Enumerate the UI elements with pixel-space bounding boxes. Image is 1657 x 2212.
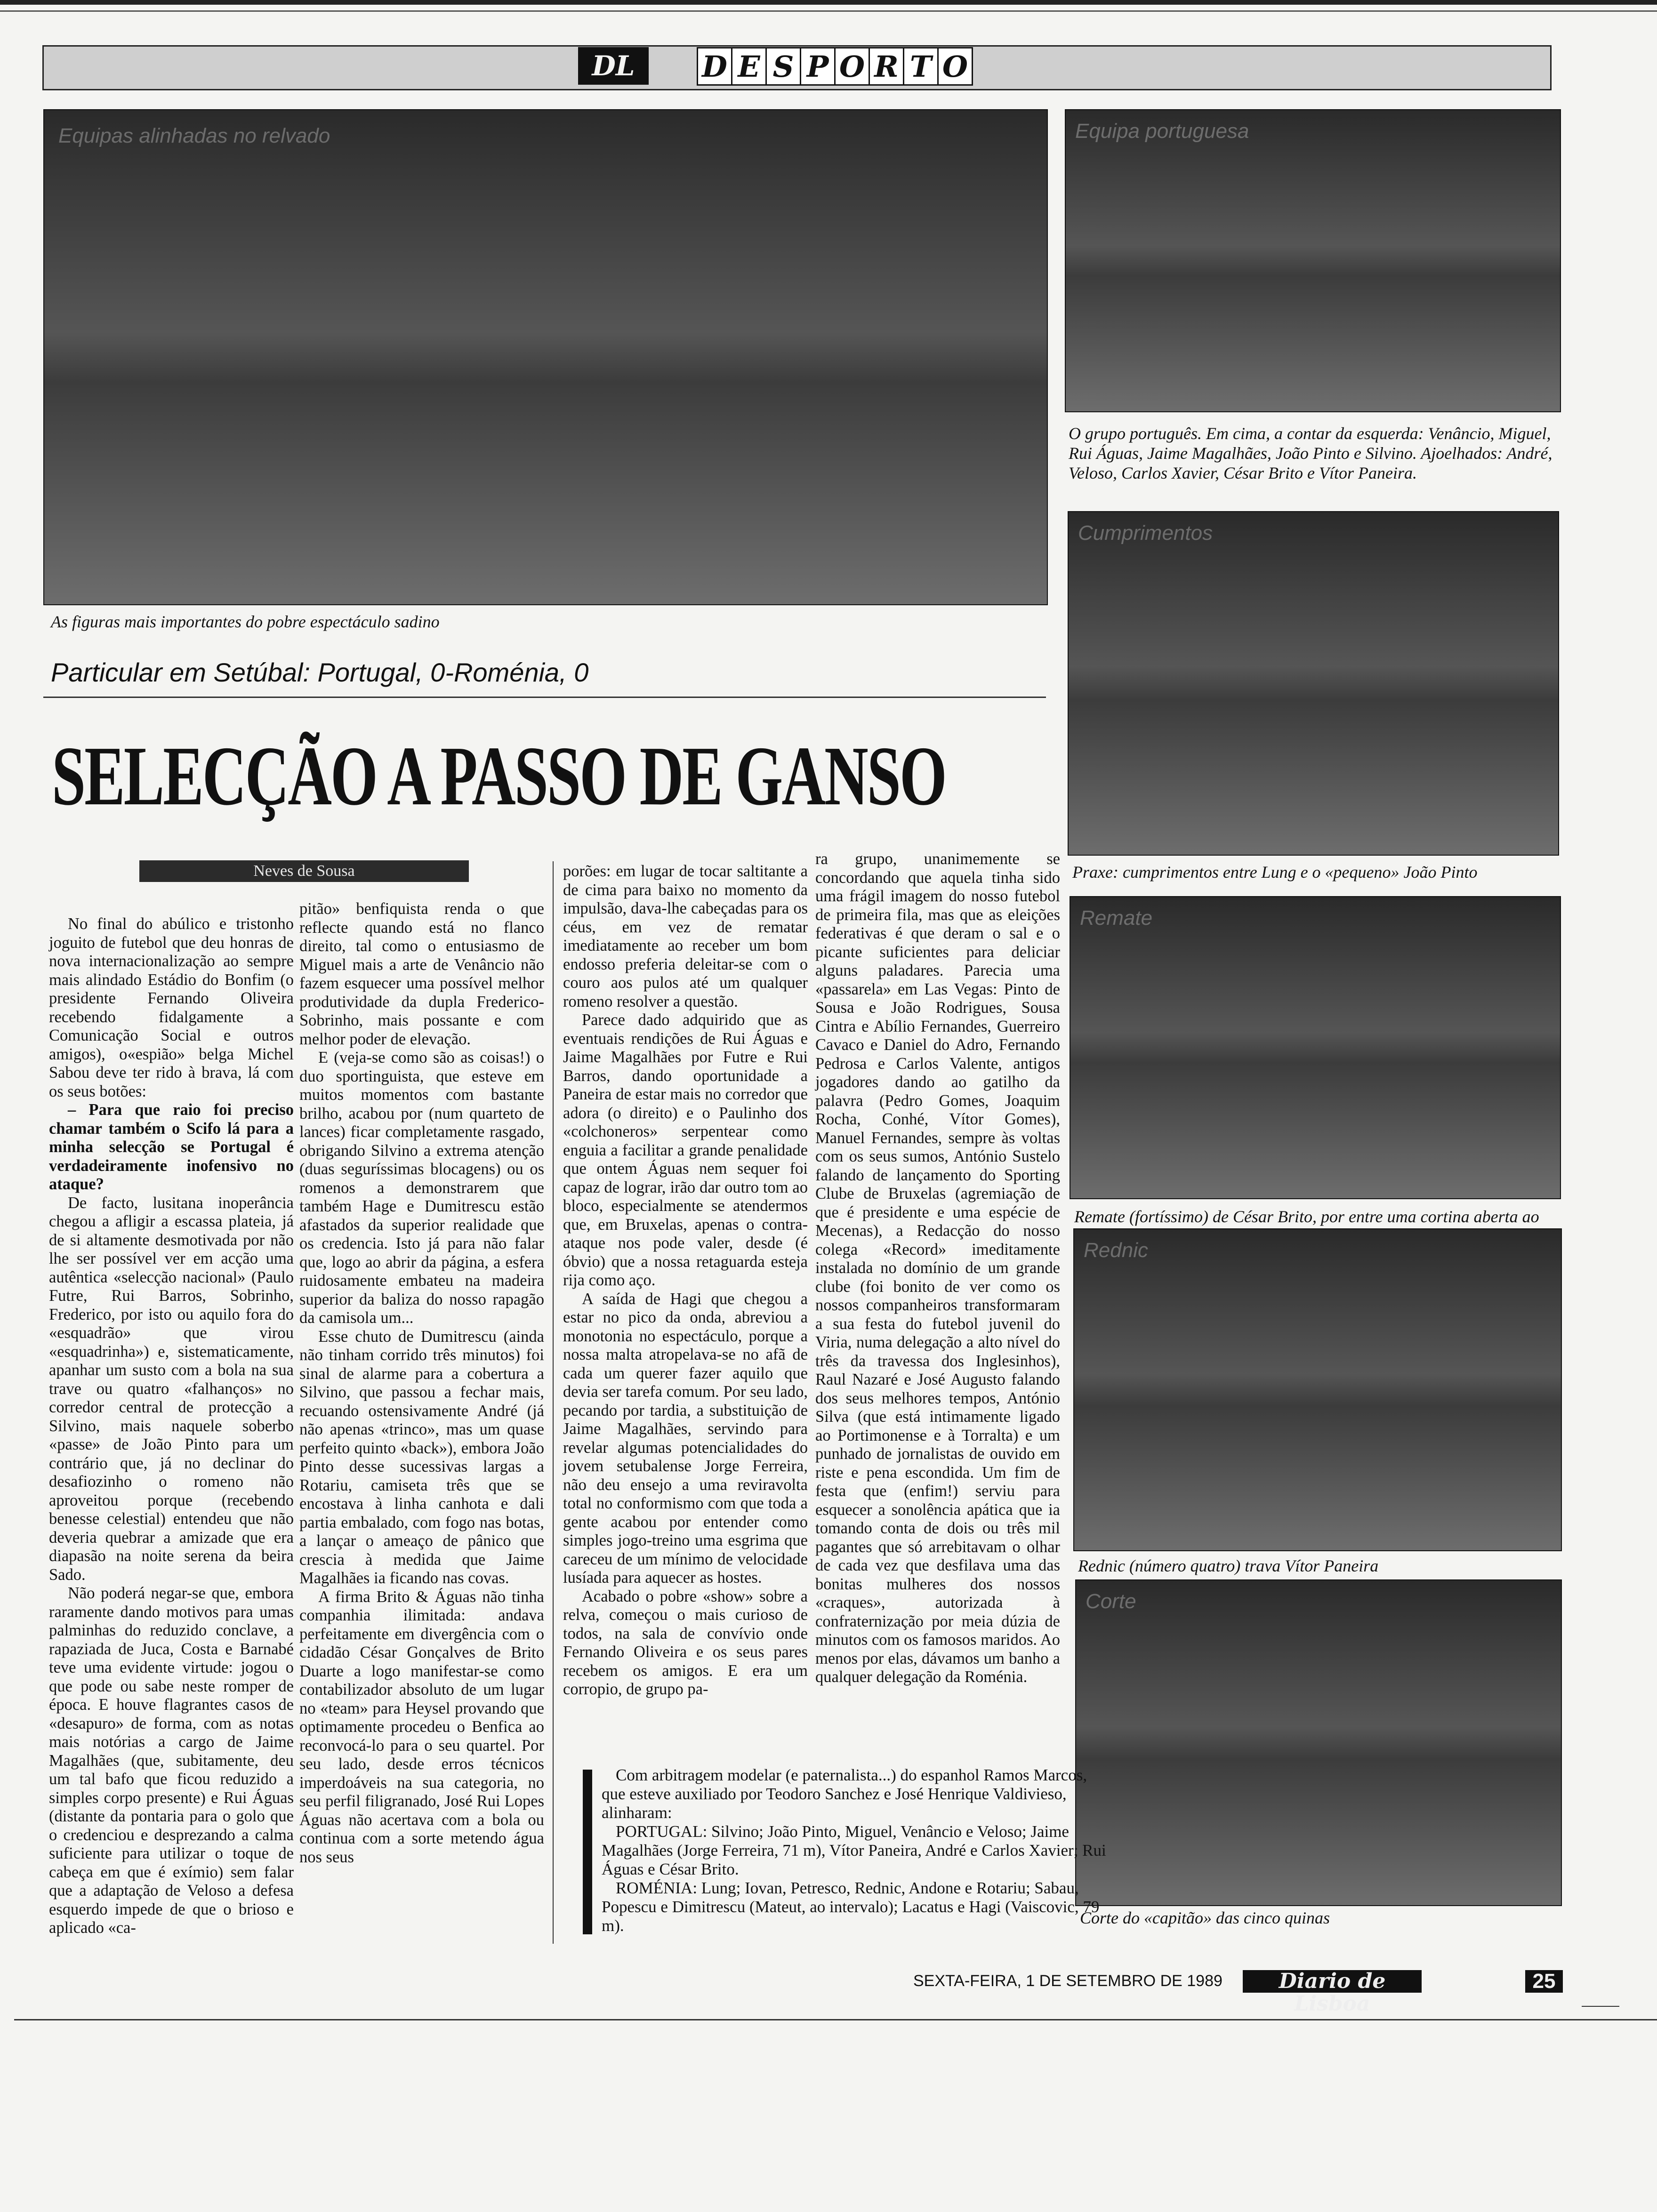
corte-photo-caption: Corte do «capitão» das cinco quinas [1080, 1908, 1330, 1927]
main-photo [43, 109, 1048, 605]
section-letter: T [903, 47, 939, 86]
paragraph: porões: em lugar de tocar saltitante a de cima para baixo no momento da impulsão, dava-lhe cabeçadas para os céus, em vez de rematar imediatamente ao receber um bom endosso preferia deleitar-se com o couro aos pulos até um qualquer romeno resolver a questão. [563, 862, 808, 1010]
article-column-3 [563, 862, 808, 1699]
article-column-2 [299, 900, 544, 1867]
team-photo [1065, 109, 1561, 412]
section-letter: S [765, 47, 801, 86]
praxe-photo-alt: Cumprimentos [1078, 521, 1213, 545]
paragraph: E (veja-se como são as coisas!) o duo sportinguista, que esteve em muitos momentos com bastante brilho, acabou por (num quarteto de lances) ficar completamente rasgado, obrigando Silvino a extrema atenção (duas seguríssimas blocagens) ou os romenos a demonstrarem que também Hage e Dumitrescu estão afastados da superior realidade que os credencia. Isto já para não falar que, logo ao abrir da página, a esfera ruidosamente embateu na madeira superior da baliza do nosso rapagão da camisola um... [299, 1049, 544, 1327]
section-letter: E [731, 47, 767, 86]
paragraph: A firma Brito & Águas não tinha companhia ilimitada: andava perfeitamente em divergência com o cidadão César Gonçalves de Brito Duarte a logo manifestar-se como contabilizador absoluto de um lugar no «team» para Heysel provando que optimamente procedeu o Benfica ao reconvocá-lo para o seu quartel. Por seu lado, desde erros técnicos imperdoáveis na sua categoria, no seu perfil filigranado, José Rui Lopes Águas não acertava com a bola ou continua com a sorte metendo água nos seus [299, 1587, 544, 1866]
rednic-photo [1073, 1228, 1562, 1551]
paragraph: ra grupo, unanimemente se concordando que aquela tinha sido uma frágil imagem do nosso futebol de primeira fila, mas que as eleições federativas é que deram o sal e o picante suficientes para deliciar alguns paladares. Parecia uma «passarela» em Las Vegas: Pinto de Sousa e João Rodrigues, Sousa Cintra e Abílio Fernandes, Guerreiro Cavaco e Daniel do Adro, Fernando Pedrosa e Carlos Valente, antigos jogadores dando ao gatilho da palavra (Pedro Gomes, Joaquim Rocha, Conhé, Vítor Gomes), Manuel Fernandes, sempre às voltas com os seus sumos, António Sustelo falando de lançamento do Sporting Clube de Bruxelas (agremiação de que é presidente e uma espécie de Mecenas), a Redacção do nosso colega «Record» imeditamente instalada no domínio de um grande clube (foi bonito de ver como os nossos companheiros transformaram a sua festa do futebol juvenil do Viria, numa delegação a alto nível do três da travessa dos Inglesinhos), Raul Nazaré e José Augusto falando dos seus melhores tempos, António Silva (que está intimamente ligado ao Portimonense e à Torralta) e um punhado de jornalistas de ouvido em riste e pena escondida. Um fim de festa que (enfim!) serviu para esquecer a sonolência apática que ia tomando conta de dois ou três mil pagantes que só arrebitavam o olhar de cada vez que desfilava uma das bonitas mulheres dos nossos «craques», autorizada à confraternização por meia dúzia de minutos com os famosos maridos. Ao menos por elas, dávamos um banho a qualquer delegação da Roménia. [815, 850, 1060, 1686]
section-letter: P [800, 47, 836, 86]
article-kicker: Particular em Setúbal: Portugal, 0-Roménia, 0 [51, 657, 589, 687]
column-rule [553, 861, 554, 1944]
newspaper-logo: DL [578, 47, 649, 85]
lineup-referee: Com arbitragem modelar (e paternalista...) do espanhol Ramos Marcos, que esteve auxiliado por Teodoro Sanchez e José Henrique Valdivieso, alinharam: [602, 1766, 1087, 1822]
paragraph: A saída de Hagi que chegou a estar no pico da onda, abreviou a monotonia no espectáculo, porque a nossa malta atropelava-se no afã de cada um querer fazer aquilo que devia ser tarefa comum. Por seu lado, pecando por tardia, a substituição de Jaime Magalhães, servindo para revelar algumas potencialidades do jovem setubalense Jorge Ferreira, não deu ensejo a uma reviravolta total no conformismo com que toda a gente acabou por entender como simples jogo-treino uma esgrima que careceu de um mínimo de velocidade lusíada para aquecer as hostes. [563, 1290, 808, 1587]
paragraph: – Para que raio foi preciso chamar também o Scifo lá para a minha selecção se Portugal é verdadeiramente inofensivo no ataque? [49, 1101, 294, 1193]
team-photo-alt: Equipa portuguesa [1075, 120, 1249, 143]
paragraph: No final do abúlico e tristonho joguito de futebol que deu honras de nova internacionalização ao sempre mais alindado Estádio do Bonfim (o presidente Fernando Oliveira recebendo fidalgamente a Comunicação Social e outros amigos), o«espião» belga Michel Sabou deve ter rido à brava, lá com os seus botões: [49, 915, 294, 1100]
paragraph: Parece dado adquirido que as eventuais rendições de Rui Águas e Jaime Magalhães por Futre e Rui Barros, dando oportunidade a Paneira de estar mais no corredor que adora (o direito) e o Paulinho dos «colchoneros» serpentear como enguia a facilitar a grande penalidade que ontem Águas nem sequer foi capaz de lograr, irão dar outro tom ao bloco, especialmente se atendermos que, em Bruxelas, apenas o contra-ataque nos pode valer, desde (é óbvio) que a nossa retaguarda esteja rija como aço. [563, 1011, 808, 1289]
page-bottom-rule [14, 2019, 1657, 2020]
main-photo-alt: Equipas alinhadas no relvado [58, 124, 330, 147]
paragraph: De facto, lusitana inoperância chegou a afligir a escassa plateia, já de si altamente desmotivada por não lhe ser possível ver em acção uma autêntica «selecção nacional» (Paulo Futre, Rui Barros, Sobrinho, Frederico, por isto ou aquilo fora do «esquadrão» que virou «esquadrinha») e, sistematicamente, apanhar um susto com a bola na sua trave ou quatro «falhanços» no corredor central de protecção a Silvino, mais naquele soberbo «passe» de João Pinto para um contrário que, já no declinar do desafiozinho o romeno não aproveitou porque (recebendo benesse celestial) entendeu que não deveria quebrar a amizade que era diapasão na noite serena da beira Sado. [49, 1194, 294, 1584]
section-letter: O [834, 47, 870, 86]
corte-photo [1075, 1579, 1562, 1906]
rednic-photo-caption: Rednic (número quatro) trava Vítor Paneira [1078, 1556, 1379, 1575]
kicker-rule [43, 697, 1046, 698]
paragraph: pitão» benfiquista renda o que reflecte quando está no flanco direito, tal como o entusiasmo de Miguel mais a arte de Venâncio não fazem esquecer uma possível melhor produtividade da dupla Frederico-Sobrinho, mais possante e com melhor poder de elevação. [299, 900, 544, 1048]
remate-photo [1070, 896, 1561, 1199]
lineup-box [583, 1766, 1115, 1948]
article-column-1 [49, 915, 294, 1938]
paragraph: Não poderá negar-se que, embora raramente dando motivos para umas palminhas do reduzido conclave, a rapaziada de Juca, Costa e Barnabé teve uma evidente virtude: jogou o que pode ou sabe neste romper de época. E houve flagrantes casos de «desapuro» de forma, com as notas mais notórias a cargo de Jaime Magalhães (que, subitamente, deu um tal bafo que ficou reduzido a simples corpo presente) e Rui Águas (distante da pontaria para o golo que o credenciou e desprezando a calma suficiente para utilizar o toque de cabeça em que é exímio) sem falar que a adaptação de Veloso a defesa esquerdo impede de que o brioso e aplicado «ca- [49, 1584, 294, 1937]
section-letter: D [697, 47, 732, 86]
lineup-romania: ROMÉNIA: Lung; Iovan, Petresco, Rednic, Andone e Rotariu; Sabau, Popescu e Dimitrescu (Mateut, ao intervalo); Lacatus e Hagi (Vaiscovic, 79 m). [602, 1879, 1100, 1935]
page-number: 25 [1525, 1970, 1563, 1993]
paragraph: Esse chuto de Dumitrescu (ainda não tinham corrido três minutos) foi sinal de alarme para a cobertura a Silvino, que passou a fechar mais, recuando ostensivamente André (já não apenas «trinco», mas um quase perfeito quinto «back»), embora João Pinto desse sucessivas largas a Rotariu, camiseta três que se encostava à linha canhota e dali partia embalado, com fogo nas botas, a lançar o ameaço de pânico que crescia à medida que Jaime Magalhães ia ficando nas covas. [299, 1327, 544, 1587]
article-byline: Neves de Sousa [139, 860, 469, 882]
paragraph: Acabado o pobre «show» sobre a relva, começou o mais curioso de todos, na sala de convívio onde Fernando Oliveira e os seus pares recebem os amigos. E era um corropio, de grupo pa- [563, 1587, 808, 1698]
main-photo-caption: As figuras mais importantes do pobre espectáculo sadino [51, 612, 440, 631]
top-border [0, 0, 1657, 5]
section-letter: O [937, 47, 973, 86]
section-title [697, 47, 972, 85]
remate-photo-caption: Remate (fortíssimo) de César Brito, por entre uma cortina aberta ao [1074, 1207, 1539, 1226]
lineup-portugal: PORTUGAL: Silvino; João Pinto, Miguel, Venâncio e Veloso; Jaime Magalhães (Jorge Ferreira, 71 m), Vítor Paneira, André e Carlos Xavier; Rui Águas e César Brito. [602, 1822, 1106, 1878]
remate-photo-alt: Remate [1080, 906, 1153, 930]
footer-date: SEXTA-FEIRA, 1 DE SETEMBRO DE 1989 [913, 1972, 1223, 1990]
rednic-photo-alt: Rednic [1084, 1239, 1148, 1262]
article-headline: SELECÇÃO A PASSO DE GANSO [52, 729, 946, 823]
article-column-4 [815, 850, 1060, 1687]
team-photo-caption: O grupo português. Em cima, a contar da esquerda: Venâncio, Miguel, Rui Águas, Jaime Magalhães, João Pinto e Silvino. Ajoelhados: André, Veloso, Carlos Xavier, César Brito e Vítor Paneira. [1069, 424, 1552, 482]
praxe-photo [1068, 511, 1559, 856]
section-letter: R [869, 47, 904, 86]
top-border-thin [0, 10, 1657, 12]
footer-newspaper-name: Diario de Lisboa [1243, 1970, 1422, 1993]
praxe-photo-caption: Praxe: cumprimentos entre Lung e o «pequeno» João Pinto [1072, 863, 1478, 882]
corte-photo-alt: Corte [1086, 1590, 1136, 1613]
margin-mark [1582, 2006, 1619, 2007]
